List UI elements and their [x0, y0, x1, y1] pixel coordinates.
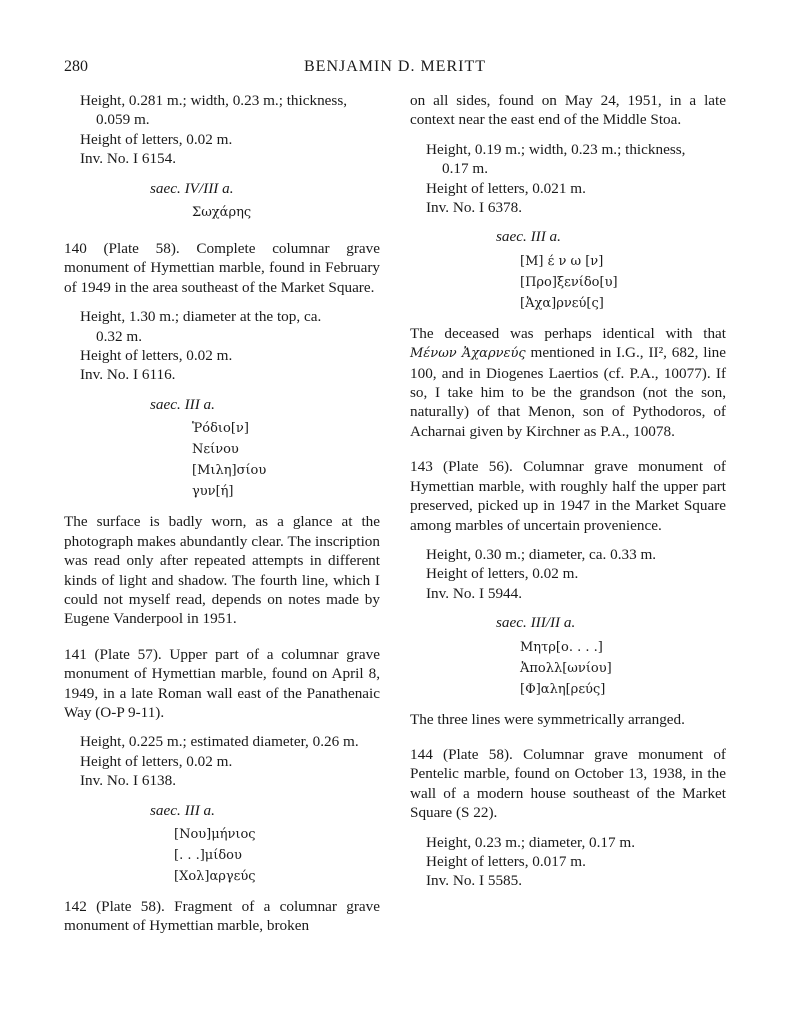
entry-140-commentary: The surface is badly worn, as a glance at the photograph makes abundantly clear. The inscription was read only after repeated attempts in different kinds of light and shadow. The fourth line, which I could not myself read, depends on notes made by Eugene Vanderpool in 1951. [64, 513, 380, 628]
entry-141-inscription: [Νου]μήνιος [. . .]μίδου [Χολ]αργεύς [174, 826, 256, 884]
right-column [410, 91, 726, 891]
entry-142-inscription: [Μ] έ ν ω [ν] [Προ]ξενίδο[υ] [Ἀχα]ρνεύ[ς] [520, 253, 618, 311]
entry-142-commentary: The deceased was perhaps identical with that Μένων Ἀχαρνεύς mentioned in I.G., II², 682, line 100, and in Diogenes Laertios (cf. P.A., 10077). If so, I take him to be the grandson (not the son, naturally) of that Menon, son of Pythodoros, of Acharnai given by Kirchner as P.A., 10078. [410, 324, 727, 440]
entry-139-date: saec. IV/III a. [150, 179, 234, 197]
entry-142-measurements: Height, 0.19 m.; width, 0.23 m.; thickness, 0.17 m. Height of letters, 0.021 m. Inv. No. I 6378. [426, 140, 686, 217]
entry-143-description: 143 (Plate 56). Columnar grave monument of Hymettian marble, with roughly half the upper part preserved, picked up in 1947 in the Market Square among marbles of uncertain provenience. [410, 458, 726, 534]
left-column [64, 91, 380, 936]
greek-name: Μένων Ἀχαρνεύς [410, 346, 526, 362]
page-header [64, 57, 726, 79]
entry-143-inscription: Μητρ[ο. . . .] Ἀπολλ[ωνίου] [Φ]αλη[ρεύς] [520, 639, 612, 697]
entry-144-measurements: Height, 0.23 m.; diameter, 0.17 m. Height of letters, 0.017 m. Inv. No. I 5585. [426, 833, 636, 890]
page-number: 280 [64, 58, 88, 75]
entry-139-measurements: Height, 0.281 m.; width, 0.23 m.; thickness, 0.059 m. Height of letters, 0.02 m. Inv. No. I 6154. [80, 92, 348, 168]
entry-143-date: saec. III/II a. [496, 614, 576, 632]
entry-142-date: saec. III a. [496, 228, 561, 246]
entry-142-description-cont: on all sides, found on May 24, 1951, in a late context near the east end of the Middle Stoa. [410, 92, 726, 129]
entry-140-date: saec. III a. [150, 395, 215, 413]
entry-140-measurements: Height, 1.30 m.; diameter at the top, ca. 0.32 m. Height of letters, 0.02 m. Inv. No. I 6116. [80, 308, 322, 384]
entry-143-commentary: The three lines were symmetrically arranged. [410, 710, 685, 728]
entry-141-description: 141 (Plate 57). Upper part of a columnar grave monument of Hymettian marble, found on April 8, 1949, in a late Roman wall east of the Panathenaic Way (O-P 9-11). [64, 645, 380, 721]
entry-140-description: 140 (Plate 58). Complete columnar grave monument of Hymettian marble, found in February of 1949 in the area southeast of the Market Square. [64, 240, 380, 296]
entry-143-measurements: Height, 0.30 m.; diameter, ca. 0.33 m. Height of letters, 0.02 m. Inv. No. I 5944. [426, 545, 657, 602]
entry-140-inscription: Ῥόδιο[ν] Νείνου [Μιλη]σίου γυν[ή] [192, 421, 267, 500]
entry-139-inscription: Σωχάρης [192, 205, 252, 221]
entry-141-date: saec. III a. [150, 801, 215, 819]
running-head: BENJAMIN D. MERITT [304, 58, 486, 75]
entry-144-description: 144 (Plate 58). Columnar grave monument of Pentelic marble, found on October 13, 1938, in the wall of a modern house southeast of the Market Square (S 22). [410, 745, 726, 822]
entry-141-measurements: Height, 0.225 m.; estimated diameter, 0.26 m. Height of letters, 0.02 m. Inv. No. I 6138. [80, 733, 359, 790]
entry-142-description-start: 142 (Plate 58). Fragment of a columnar grave monument of Hymettian marble, broken [64, 897, 380, 935]
